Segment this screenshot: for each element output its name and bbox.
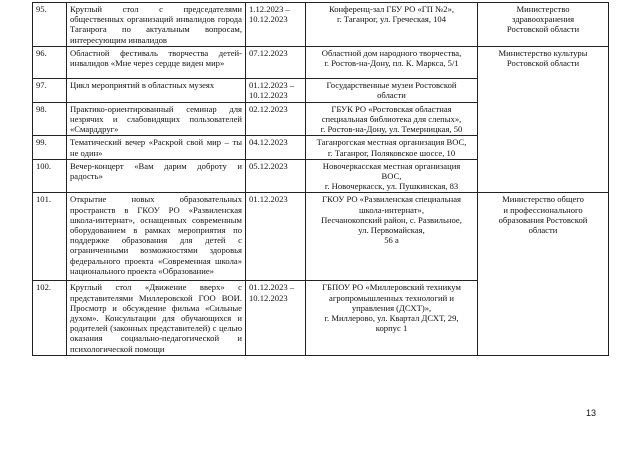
event-dates: 05.12.2023 bbox=[246, 159, 306, 193]
row-number: 101. bbox=[33, 193, 67, 281]
event-dates: 02.12.2023 bbox=[246, 102, 306, 136]
event-title: Тематический вечер «Раскрой свой мир – ты не один» bbox=[67, 136, 246, 159]
events-table bbox=[32, 2, 609, 356]
table-row bbox=[33, 193, 609, 281]
ministry-health: Министерство здравоохранения Ростовской области bbox=[478, 3, 609, 47]
page-number: 13 bbox=[586, 408, 597, 418]
row-number: 97. bbox=[33, 78, 67, 102]
event-venue: Конференц-зал ГБУ РО «ГП №2», г. Таганрог, ул. Греческая, 104 bbox=[306, 3, 478, 47]
event-venue: ГБУК РО «Ростовская областная специальная библиотека для слепых», г. Ростов-на-Дону, ул. Темерницкая, 50 bbox=[306, 102, 478, 136]
event-dates: 01.12.2023 bbox=[246, 193, 306, 281]
event-title: Практико-ориентированный семинар для незрячих и слабовидящих пользователей «Смарддруг» bbox=[67, 102, 246, 136]
event-venue: Государственные музеи Ростовской области bbox=[306, 78, 478, 102]
row-number: 100. bbox=[33, 159, 67, 193]
event-title: Круглый стол с председателями общественных организаций инвалидов города Таганрога по актуальным вопросам, интересующим инвалидов bbox=[67, 3, 246, 47]
row-number: 102. bbox=[33, 281, 67, 355]
row-number: 98. bbox=[33, 102, 67, 136]
ministry-culture: Министерство культуры Ростовской области bbox=[478, 46, 609, 193]
row-number: 99. bbox=[33, 136, 67, 159]
event-title: Цикл мероприятий в областных музеях bbox=[67, 78, 246, 102]
event-dates: 07.12.2023 bbox=[246, 46, 306, 78]
event-venue: ГБПОУ РО «Миллеровский техникум агропромышленных технологий и управления (ДСХТ)», г. Миллерово, ул. Квартал ДСХТ, 29, корпус 1 bbox=[306, 281, 478, 355]
event-title: Открытие новых образовательных пространств в ГКОУ РО «Развиленская школа-интернат», оснащенных современным оборудованием в рамках мероприятия по поддержке образования для детей с ограниченными возможностями здоровья федерального проекта «Современная школа» национального проекта «Образование» bbox=[67, 193, 246, 281]
event-venue: Новочеркасская местная организация ВОС, г. Новочеркасск, ул. Пушкинская, 83 bbox=[306, 159, 478, 193]
event-venue: Таганрогская местная организация ВОС, г. Таганрог, Поляковское шоссе, 10 bbox=[306, 136, 478, 159]
ministry-education: Министерство общего и профессионального образования Ростовской области bbox=[478, 193, 609, 355]
event-title: Круглый стол «Движение вверх» с представителями Миллеровской ГОО ВОИ. Просмотр и обсуждение фильма «Сильные духом». Консультации для обучающихся и родителей (законных представителей) с целью оказания социально-педагогической и психологической помощи bbox=[67, 281, 246, 355]
event-venue: ГКОУ РО «Развиленская специальная школа-интернат», Песчанокопский район, с. Развильное, ул. Первомайская, 56 а bbox=[306, 193, 478, 281]
event-venue: Областной дом народного творчества, г. Ростов-на-Дону, пл. К. Маркса, 5/1 bbox=[306, 46, 478, 78]
event-title: Вечер-концерт «Вам дарим доброту и радость» bbox=[67, 159, 246, 193]
event-dates: 01.12.2023 – 10.12.2023 bbox=[246, 281, 306, 355]
table-row bbox=[33, 46, 609, 78]
event-title: Областной фестиваль творчества детей-инвалидов «Мне через сердце виден мир» bbox=[67, 46, 246, 78]
row-number: 95. bbox=[33, 3, 67, 47]
event-dates: 1.12.2023 – 10.12.2023 bbox=[246, 3, 306, 47]
table-row bbox=[33, 3, 609, 47]
row-number: 96. bbox=[33, 46, 67, 78]
event-dates: 04.12.2023 bbox=[246, 136, 306, 159]
event-dates: 01.12.2023 – 10.12.2023 bbox=[246, 78, 306, 102]
